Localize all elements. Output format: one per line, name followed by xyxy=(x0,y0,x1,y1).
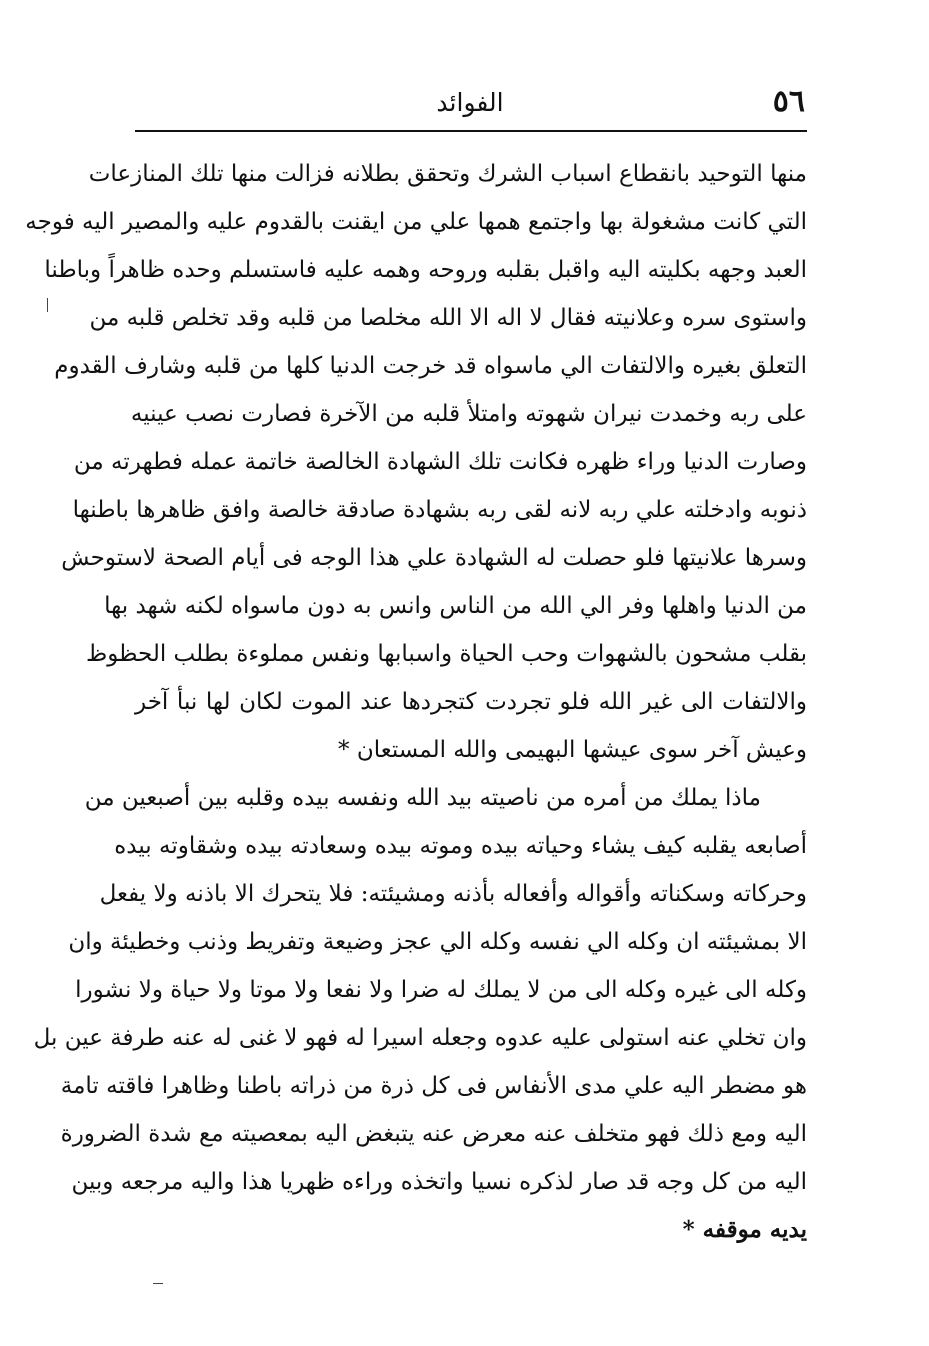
text-line: وحركاته وسكناته وأقواله وأفعاله بأذنه ومشيئته: فلا يتحرك الا باذنه ولا يفعل xyxy=(99,881,807,907)
text-line: اليه من كل وجه قد صار لذكره نسيا واتخذه وراءه ظهريا هذا واليه مرجعه وبين xyxy=(71,1169,807,1195)
text-line: على ربه وخمدت نيران شهوته وامتلأ قلبه من الآخرة فصارت نصب عينيه xyxy=(130,401,807,427)
page-header xyxy=(135,82,805,126)
text-line: من الدنيا واهلها وفر الي الله من الناس وانس به دون ماسواه لكنه شهد بها xyxy=(104,593,807,619)
text-line: وصارت الدنيا وراء ظهره فكانت تلك الشهادة الخالصة خاتمة عمله فطهرته من xyxy=(73,449,807,475)
text-line: وان تخلي عنه استولى عليه عدوه وجعله اسيرا له فهو لا غنى له عنه طرفة عين بل xyxy=(33,1025,807,1051)
header-rule xyxy=(135,130,807,132)
running-title: الفوائد xyxy=(436,88,504,117)
margin-mark xyxy=(153,1283,163,1284)
text-line: ماذا يملك من أمره من ناصيته بيد الله ونفسه بيده وقلبه بين أصبعين من xyxy=(84,785,761,811)
text-line: التعلق بغيره والالتفات الي ماسواه قد خرجت الدنيا كلها من قلبه وشارف القدوم xyxy=(54,353,807,379)
text-line: بقلب مشحون بالشهوات وحب الحياة واسبابها ونفس مملوءة بطلب الحظوظ xyxy=(85,641,807,667)
text-line: واستوى سره وعلانيته فقال لا اله الا الله مخلصا من قلبه وقد تخلص قلبه من xyxy=(89,305,807,331)
text-line: التي كانت مشغولة بها واجتمع همها علي من ايقنت بالقدوم عليه والمصير اليه فوجه xyxy=(25,209,807,235)
text-line: وكله الى غيره وكله الى من لا يملك له ضرا ولا نفعا ولا موتا ولا حياة ولا نشورا xyxy=(75,977,807,1003)
margin-mark xyxy=(47,298,48,312)
text-line: وعيش آخر سوى عيشها البهيمى والله المستعان * xyxy=(338,737,807,763)
text-line: أصابعه يقلبه كيف يشاء وحياته بيده وموته بيده وسعادته بيده وشقاوته بيده xyxy=(114,833,807,859)
paragraph-1 xyxy=(25,150,807,774)
text-line: يديه موقفه * xyxy=(682,1216,807,1243)
page-number: ٥٦ xyxy=(772,84,805,119)
text-line: والالتفات الى غير الله فلو تجردت كتجردها عند الموت لكان لها نبأ آخر xyxy=(135,689,807,715)
text-line: الا بمشيئته ان وكله الي نفسه وكله الي عجز وضيعة وتفريط وذنب وخطيئة وان xyxy=(68,929,807,955)
text-line: ذنوبه وادخلته علي ربه لانه لقى ربه بشهادة صادقة خالصة وافق ظاهرها باطنها xyxy=(72,497,807,523)
text-line: اليه ومع ذلك فهو متخلف عنه معرض عنه يتبغض اليه بمعصيته مع شدة الضرورة xyxy=(60,1121,807,1147)
text-line: هو مضطر اليه علي مدى الأنفاس فى كل ذرة من ذراته باطنا وظاهرا فاقته تامة xyxy=(60,1073,807,1099)
text-line: العبد وجهه بكليته اليه واقبل بقلبه وروحه وهمه عليه فاستسلم وحده ظاهراً وباطنا xyxy=(44,257,807,283)
body-text xyxy=(25,150,807,1254)
text-line: منها التوحيد بانقطاع اسباب الشرك وتحقق بطلانه فزالت منها تلك المنازعات xyxy=(88,161,807,187)
text-line: وسرها علانيتها فلو حصلت له الشهادة علي هذا الوجه فى أيام الصحة لاستوحش xyxy=(61,545,807,571)
paragraph-2 xyxy=(33,774,807,1254)
